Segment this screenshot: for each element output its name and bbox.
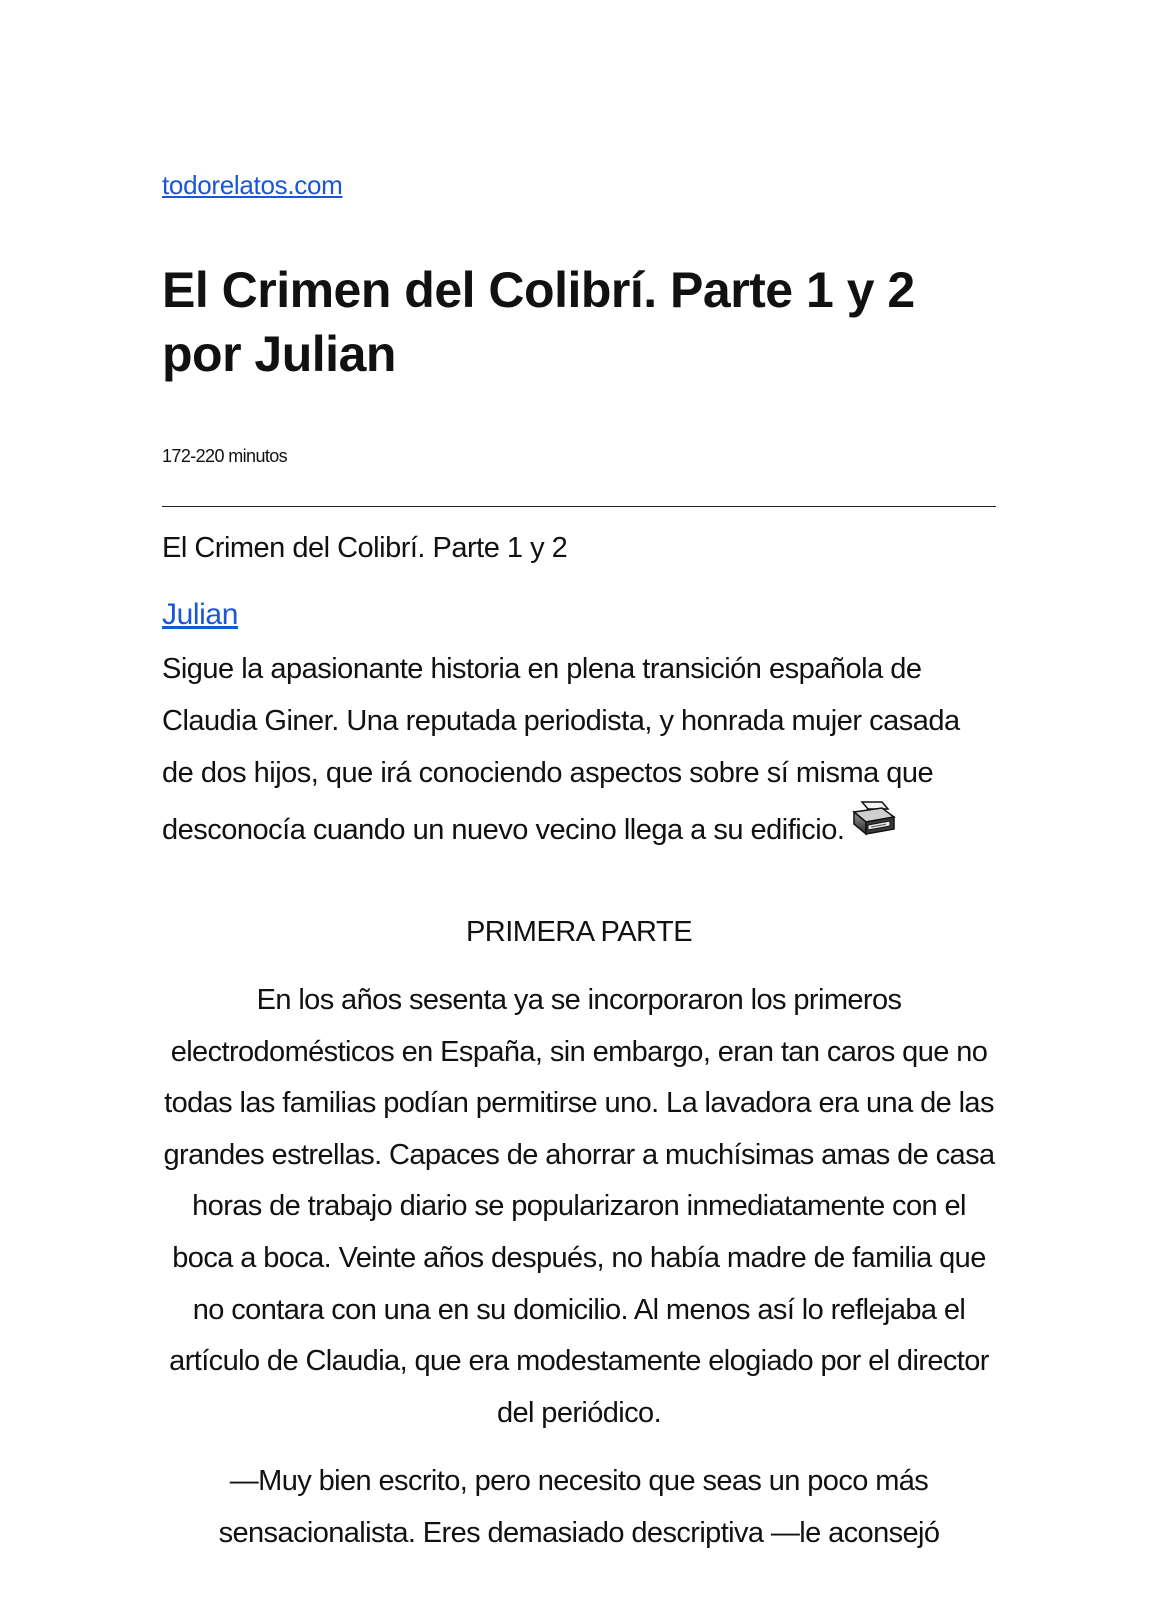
site-link[interactable]: todorelatos.com [162,170,343,200]
printer-icon[interactable] [848,799,896,858]
story-synopsis [162,643,996,858]
story-title: El Crimen del Colibrí. Parte 1 y 2 por Julian [162,262,915,382]
author-link[interactable]: Julian [162,598,238,631]
body-paragraph-1: En los años sesenta ya se incorporaron los primeros electrodomésticos en España, sin embargo, eran tan caros que no todas las familias podían permitirse uno. La lavadora era una de las grandes estrellas. Capaces de ahorrar a muchísimas amas de casa horas de trabajo diario se popularizaron inmediatamente con el boca a boca. Veinte años después, no había madre de familia que no contara con una en su domicilio. Al menos así lo reflejaba el artículo de Claudia, que era modestamente elogiado por el director del periódico. [163,984,995,1429]
story-subtitle: El Crimen del Colibrí. Parte 1 y 2 [162,532,568,564]
synopsis-text: Sigue la apasionante historia en plena transición española de Claudia Giner. Una reputada periodista, y honrada mujer casada de dos hijos, que irá conociendo aspectos sobre sí misma que desconocía cuando un nuevo vecino llega a su edificio. [162,653,960,846]
body-paragraph-2: —Muy bien escrito, pero necesito que seas un poco más sensacionalista. Eres demasiado descriptiva —le aconsejó [218,1465,940,1549]
divider [162,506,996,507]
reading-time: 172-220 minutos [162,446,288,466]
section-heading: PRIMERA PARTE [465,916,693,948]
